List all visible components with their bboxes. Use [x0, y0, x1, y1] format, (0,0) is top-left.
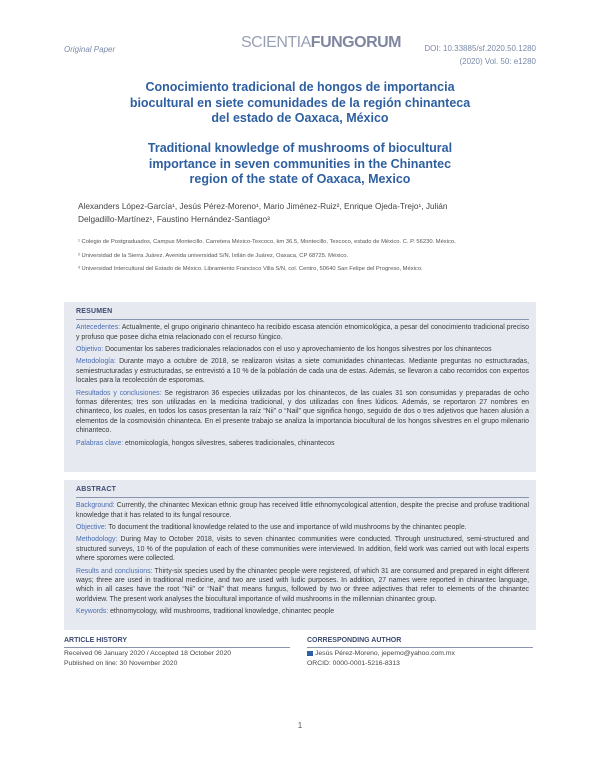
title-english-line: importance in seven communities in the Chinantec [148, 156, 452, 171]
journal-logo-prefix: SCIENTIA [241, 34, 311, 51]
affiliation: ³ Universidad Intercultural del Estado de México. Libramiento Francisco Villa S/N, col. Centro, 50640 San Felipe del Progreso, México. [78, 266, 423, 272]
abstract-keywords [76, 607, 529, 616]
section-text: etnomicología, hongos silvestres, saberes tradicionales, chinantecos [123, 439, 335, 447]
abstract-background [76, 501, 529, 520]
resumen-palabras-clave [76, 439, 529, 448]
received-date: Received 06 January 2020 / Accepted 18 October 2020 [64, 650, 232, 658]
divider [307, 647, 533, 648]
published-date: Published on line: 30 November 2020 [64, 659, 178, 667]
orcid: ORCID: 0000-0001-5216-8313 [307, 659, 400, 667]
author-line: Delgadillo-Martínez¹, Faustino Hernández-Santiago³ [78, 213, 270, 224]
title-english [64, 141, 536, 188]
resumen-objetivo [76, 345, 529, 354]
title-spanish-line: biocultural en siete comunidades de la región chinanteca [129, 95, 471, 110]
abstract-heading: ABSTRACT [76, 486, 117, 493]
section-label: Resultados y conclusiones: [76, 389, 162, 397]
article-history-heading: ARTICLE HISTORY [64, 637, 128, 644]
section-label: Results and conclusions: [76, 567, 153, 575]
corresponding-author [307, 636, 533, 668]
divider [76, 497, 529, 498]
resumen-heading: RESUMEN [76, 308, 113, 315]
abstract-box [64, 480, 536, 630]
mail-icon [307, 651, 313, 656]
section-label: Keywords: [76, 608, 109, 616]
section-text: Actualmente, el grupo originario chinanteco ha recibido escasa atención etnomicológica, a pesar del conocimiento tradicional preciso y profuso que posee dicha etnia relacionado con el recurso fúngico. [76, 324, 529, 341]
author-list [78, 200, 518, 225]
corresponding-email[interactable]: Jesús Pérez-Moreno, jepemo@yahoo.com.mx [315, 650, 455, 658]
page-header [0, 30, 600, 70]
resumen-box [64, 302, 536, 472]
title-spanish-line: del estado de Oaxaca, México [211, 111, 389, 125]
section-label: Methodology: [76, 536, 118, 544]
section-text: During May to October 2018, visits to seven chinantec communities were conducted. Through unstructured, semi-structured and structured surveys, 10 % of the population of each of these communities were interviewed. In addition, field work was carried out with local experts where sporomes were collected. [76, 536, 529, 563]
section-label: Palabras clave: [76, 439, 124, 447]
paper-type: Original Paper [64, 45, 116, 54]
section-label: Objetivo: [76, 345, 104, 353]
abstract-objective [76, 523, 529, 532]
journal-logo-suffix: FUNGORUM [310, 34, 402, 51]
author-line: Alexanders López-García¹, Jesús Pérez-Moreno¹, Mario Jiménez-Ruiz², Enrique Ojeda-Trejo¹, Julián [78, 201, 448, 211]
doi[interactable]: DOI: 10.33885/sf.2020.50.1280 [424, 44, 536, 53]
resumen-resultados [76, 389, 529, 436]
section-text: To document the traditional knowledge related to the use and importance of wild mushrooms by the chinantec people. [106, 523, 467, 531]
section-label: Background: [76, 502, 115, 510]
title-english-line: Traditional knowledge of mushrooms of biocultural [147, 141, 453, 155]
section-label: Objective: [76, 523, 107, 531]
volume-info: (2020) Vol. 50: e1280 [459, 57, 536, 66]
page-number: 1 [297, 721, 303, 730]
title-spanish [64, 80, 536, 127]
corresponding-email-row [307, 649, 533, 659]
section-text: Se registraron 36 especies utilizadas por los chinantecos, de las cuales 31 son consumidas y preparadas de ocho formas diferentes; tres son utilizadas en la medicina tradicional, y dos utilizadas con fines lúdicos. Además, se reportaron 27 nombres en chinanteco, los cuales, en todos los casos presentan la raíz “Nii” o “Nail” que significa hongo, seguido de dos o tres adjetivos que hacen alusión a elementos de la cosmovisión chinanteca. En el presente trabajo se analiza la importancia biocultural de los hongos silvestres en el grupo milenario chinanteco. [76, 389, 530, 435]
title-english-line: region of the state of Oaxaca, Mexico [189, 172, 411, 186]
section-text: Documentar los saberes tradicionales relacionados con el uso y aprovechamiento de los hongos silvestres por los chinantecos [103, 345, 492, 353]
section-text: ethnomycology, wild mushrooms, traditional knowledge, chinantec people [108, 608, 335, 616]
affiliation: ¹ Colegio de Postgraduados, Campus Montecillo. Carretera México-Texcoco, km 36.5, Montecillo, Texcoco, estado de México. C. P. 56230. México. [78, 239, 456, 245]
abstract-methodology [76, 535, 529, 563]
section-label: Antecedentes: [76, 324, 121, 332]
section-text: Thirty-six species used by the chinantec people were registered, of which 31 are consumed and prepared in eight different ways; three are used in traditional medicine, and two are used with ludic purposes. In addition, 27 names were reported in chinantec language, which in all cases have the root “Nii” or “Nail” that means fungus, followed by two or three adjectives that refer to elements of the chinantec worldview. The present work analyses the biocultural importance of wild mushrooms in the millennian chinantec group. [76, 567, 529, 603]
title-spanish-line: Conocimiento tradicional de hongos de importancia [145, 80, 455, 94]
affiliations [78, 238, 518, 279]
resumen-antecedentes [76, 323, 529, 342]
affiliation: ² Universidad de la Sierra Juárez. Avenida universidad S/N, Ixtlán de Juárez, Oaxaca, CP 68725. México. [78, 252, 349, 259]
section-text: Durante mayo a octubre de 2018, se realizaron visitas a siete comunidades chinantecas. Mediante preguntas no estructuradas, semiestructuradas y estructuradas, se entrevistó a 10 % de la población de cada una de estas. Además, se llevaron a cabo recorridos con expertos locales para la recolección de esporomas. [76, 358, 529, 385]
section-text: Currently, the chinantec Mexican ethnic group has received little ethnomycological attention, despite the precise and profuse traditional knowledge that it has related to its fungal resource. [76, 502, 529, 519]
abstract-results [76, 567, 529, 605]
resumen-metodologia [76, 357, 529, 385]
article-history [64, 636, 290, 668]
corresponding-author-heading: CORRESPONDING AUTHOR [307, 637, 402, 644]
divider [64, 647, 290, 648]
section-label: Metodología: [76, 358, 116, 366]
divider [76, 319, 529, 320]
journal-logo [241, 34, 401, 52]
